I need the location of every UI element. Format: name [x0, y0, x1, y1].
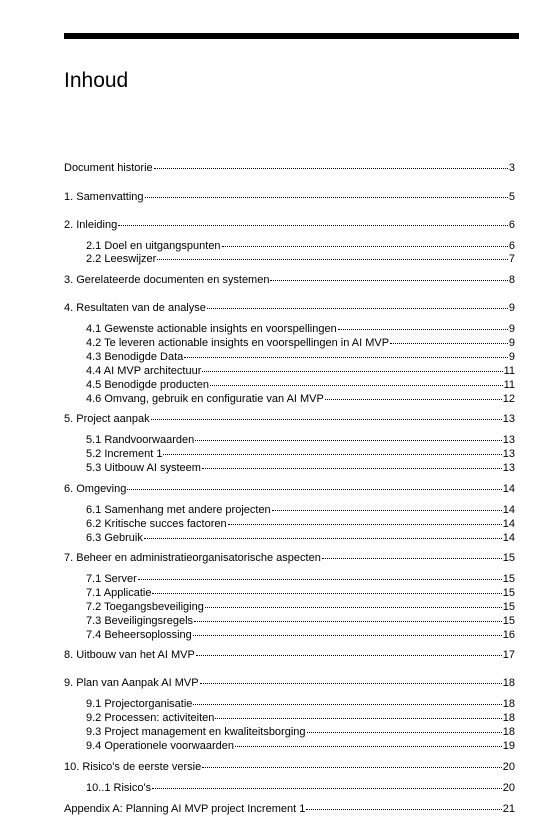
toc-entry-label: 4.6 Omvang, gebruik en configuratie van AI MVP [86, 393, 324, 405]
toc-dot-leader [270, 270, 507, 283]
toc-dot-leader [152, 583, 501, 596]
toc-dot-leader [205, 597, 502, 610]
toc-page-number: 18 [502, 712, 515, 724]
toc-entry-label: 4.1 Gewenste actionable insights en voorspellingen [86, 323, 337, 335]
toc-dot-leader [390, 333, 508, 346]
toc-dot-leader [228, 514, 502, 527]
toc-page-number: 7 [508, 253, 515, 265]
toc-entry-label: 10. Risico's de eerste versie [64, 761, 202, 773]
toc-page-number: 17 [502, 649, 515, 661]
toc-page-number: 15 [502, 552, 515, 564]
toc-page-number: 6 [508, 219, 515, 231]
toc-dot-leader [152, 778, 502, 791]
toc-page-number: 6 [508, 240, 515, 252]
toc-entry[interactable] [86, 625, 515, 642]
toc-entry-label: 3. Gerelateerde documenten en systemen [64, 274, 270, 286]
toc-dot-leader [184, 347, 508, 360]
toc-dot-leader [207, 298, 508, 311]
toc-page-number: 20 [502, 782, 515, 794]
toc-entry[interactable] [64, 757, 515, 774]
toc-entry-label: 7. Beheer en administratieorganisatorische aspecten [64, 552, 321, 564]
toc-entry[interactable] [64, 799, 515, 816]
toc-page-number: 9 [508, 351, 515, 363]
toc-page-number: 19 [502, 740, 515, 752]
toc-entry-label: 7.4 Beheersoplossing [86, 629, 192, 641]
toc-entry-label: 10..1 Risico's [86, 782, 152, 794]
toc-entry-label: 9.2 Processen: activiteiten [86, 712, 215, 724]
toc-dot-leader [127, 479, 501, 492]
toc-dot-leader [202, 757, 502, 770]
toc-entry-label: 1. Samenvatting [64, 191, 144, 203]
toc-page-number: 5 [508, 191, 515, 203]
toc-dot-leader [210, 375, 503, 388]
toc-page-number: 9 [508, 323, 515, 335]
toc-entry[interactable] [86, 528, 515, 545]
toc-page-number: 8 [508, 274, 515, 286]
toc-entry-label: 2.2 Leeswijzer [86, 253, 157, 265]
toc-page-number: 14 [502, 518, 515, 530]
toc-entry-label: 4.5 Benodigde producten [86, 379, 209, 391]
toc-dot-leader [338, 319, 508, 332]
header-rule [64, 33, 519, 39]
toc-entry-label: Appendix A: Planning AI MVP project Increment 1 [64, 803, 306, 815]
toc-page-number: 13 [502, 448, 515, 460]
toc-entry-label: 4.4 AI MVP architectuur [86, 365, 202, 377]
toc-entry-label: 4.2 Te leveren actionable insights en voorspellingen in AI MVP [86, 337, 390, 349]
toc-entry[interactable] [64, 298, 515, 315]
toc-page-number: 15 [502, 587, 515, 599]
toc-entry-label: 5.2 Increment 1 [86, 448, 163, 460]
toc-entry-label: 9. Plan van Aanpak AI MVP [64, 677, 199, 689]
toc-entry-label: 9.3 Project management en kwaliteitsborging [86, 726, 306, 738]
toc-entry[interactable] [64, 187, 515, 204]
toc-entry[interactable] [64, 215, 515, 232]
page-title: Inhoud [64, 69, 129, 92]
toc-dot-leader [306, 799, 501, 812]
toc-dot-leader [196, 645, 502, 658]
toc-entry[interactable] [64, 673, 515, 690]
toc-dot-leader [193, 694, 501, 707]
toc-page-number: 9 [508, 302, 515, 314]
toc-dot-leader [163, 444, 501, 457]
toc-page-number: 18 [502, 698, 515, 710]
toc-dot-leader [222, 236, 508, 249]
toc-dot-leader [322, 548, 502, 561]
toc-entry-label: 9.1 Projectorganisatie [86, 698, 193, 710]
toc-page-number: 20 [502, 761, 515, 773]
toc-page-number: 13 [502, 434, 515, 446]
toc-entry-label: 2.1 Doel en uitgangspunten [86, 240, 221, 252]
toc-entry[interactable] [64, 645, 515, 662]
toc-entry-label: 6.3 Gebruik [86, 532, 143, 544]
toc-entry-label: 7.1 Server [86, 573, 137, 585]
toc-page-number: 3 [508, 162, 515, 174]
toc-page-number: 15 [502, 573, 515, 585]
toc-page-number: 11 [503, 365, 515, 377]
toc-entry-label: 5.3 Uitbouw AI systeem [86, 462, 201, 474]
toc-dot-leader [200, 673, 502, 686]
toc-entry-label: 4. Resultaten van de analyse [64, 302, 206, 314]
toc-page-number: 11 [503, 379, 515, 391]
toc-dot-leader [138, 569, 502, 582]
toc-entry-label: 9.4 Operationele voorwaarden [86, 740, 234, 752]
toc-page-number: 13 [502, 462, 515, 474]
toc-dot-leader [145, 187, 508, 200]
toc-dot-leader [272, 500, 502, 513]
toc-page-number: 9 [508, 337, 515, 349]
toc-page-number: 15 [502, 615, 515, 627]
toc-dot-leader [195, 430, 502, 443]
toc-entry-label: Document historie [64, 162, 153, 174]
toc-page-number: 18 [502, 726, 515, 738]
toc-page-number: 14 [502, 483, 515, 495]
toc-dot-leader [307, 722, 502, 735]
toc-page-number: 14 [502, 532, 515, 544]
toc-dot-leader [157, 249, 508, 262]
toc-entry[interactable] [86, 736, 515, 753]
toc-page-number: 14 [502, 504, 515, 516]
toc-entry[interactable] [64, 409, 515, 426]
toc-entry[interactable] [86, 389, 515, 406]
toc-dot-leader [118, 215, 508, 228]
toc-dot-leader [151, 409, 502, 422]
toc-dot-leader [194, 611, 502, 624]
toc-entry-label: 5.1 Randvoorwaarden [86, 434, 195, 446]
toc-entry-label: 6. Omgeving [64, 483, 127, 495]
toc-page-number: 12 [502, 393, 515, 405]
toc-entry[interactable] [64, 548, 515, 565]
toc-entry[interactable] [64, 479, 515, 496]
toc-entry[interactable] [86, 458, 515, 475]
toc-page-number: 18 [502, 677, 515, 689]
toc-dot-leader [235, 736, 502, 749]
toc-dot-leader [215, 708, 501, 721]
toc-page-number: 21 [502, 803, 515, 815]
toc-dot-leader [325, 389, 502, 402]
toc-dot-leader [202, 361, 502, 374]
toc-entry-label: 8. Uitbouw van het AI MVP [64, 649, 195, 661]
toc-entry[interactable] [86, 249, 515, 266]
toc-page-number: 16 [502, 629, 515, 641]
toc-page-number: 13 [502, 413, 515, 425]
toc-entry[interactable] [86, 778, 515, 795]
toc-dot-leader [202, 458, 502, 471]
toc-dot-leader [144, 528, 502, 541]
toc-entry-label: 6.2 Kritische succes factoren [86, 518, 227, 530]
toc-dot-leader [193, 625, 502, 638]
toc-entry[interactable] [64, 270, 515, 287]
toc-entry-label: 5. Project aanpak [64, 413, 150, 425]
toc-dot-leader [154, 158, 508, 171]
toc-entry-label: 7.3 Beveiligingsregels [86, 615, 194, 627]
toc-page-number: 15 [502, 601, 515, 613]
toc-entry-label: 2. Inleiding [64, 219, 118, 231]
toc-entry-label: 4.3 Benodigde Data [86, 351, 184, 363]
toc-entry-label: 7.1 Applicatie [86, 587, 152, 599]
toc-entry[interactable] [64, 158, 515, 175]
toc-entry-label: 7.2 Toegangsbeveiliging [86, 601, 204, 613]
toc-entry-label: 6.1 Samenhang met andere projecten [86, 504, 271, 516]
